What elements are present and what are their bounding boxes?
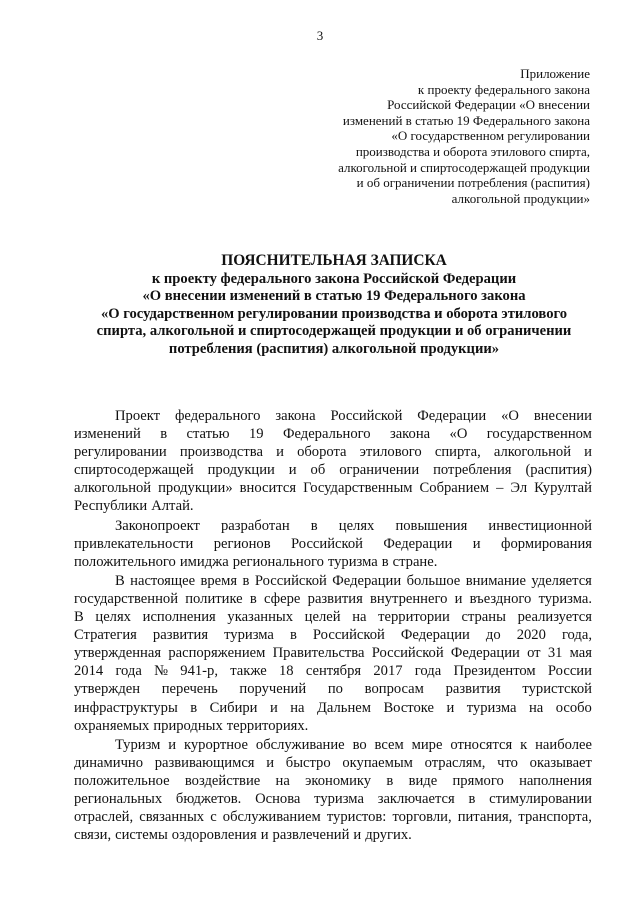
word: оказывает	[529, 754, 592, 771]
word: обслуживанием	[222, 809, 321, 826]
word: других.	[365, 827, 412, 844]
word: алкогольной	[74, 480, 152, 497]
word: прямого	[452, 772, 504, 789]
word: связи,	[74, 827, 112, 844]
word: регулировании	[74, 444, 167, 461]
paragraph-line	[74, 662, 592, 680]
word: Законопроект	[115, 517, 200, 534]
word: государственной	[74, 590, 179, 607]
word: В	[115, 572, 125, 589]
paragraph-line	[74, 553, 592, 571]
word: транспорта,	[518, 809, 592, 826]
word: алкогольной	[493, 444, 572, 461]
word: утвержден	[74, 681, 141, 698]
paragraph	[74, 572, 592, 735]
paragraph-line	[74, 736, 592, 754]
word: Востоке	[383, 699, 434, 716]
word: Российской	[291, 535, 363, 552]
word: и	[276, 444, 284, 461]
word: Курултай	[534, 480, 592, 497]
paragraph-line	[74, 535, 592, 553]
appendix-note	[290, 66, 590, 206]
word: сентября	[305, 663, 362, 680]
word: в	[310, 517, 318, 534]
paragraph-line	[74, 754, 592, 772]
appendix-line: алкогольной и спиртосодержащей продукции	[338, 159, 590, 175]
word: Стратегия	[74, 627, 137, 644]
appendix-line: Российской Федерации «О внесении	[387, 97, 590, 113]
word: производства	[179, 444, 263, 461]
word: виде	[408, 772, 438, 789]
title-line: «О государственном регулировании производства и оборота этилового	[100, 305, 568, 322]
word: туризма.	[538, 590, 592, 607]
appendix-line: изменений в статью 19 Федерального закона	[342, 112, 590, 128]
word: продукции	[207, 462, 275, 479]
paragraph-line	[74, 517, 592, 535]
word: Основа	[255, 790, 301, 807]
word: целях	[338, 517, 375, 534]
word: наиболее	[535, 736, 592, 753]
paragraph-line	[74, 790, 592, 808]
word: Федерации	[417, 408, 487, 424]
word: Собранием	[419, 480, 490, 497]
word: особо	[555, 699, 592, 716]
paragraph-line	[74, 826, 592, 844]
word: всем	[374, 736, 404, 753]
word: 31	[547, 645, 563, 662]
word: 2020	[516, 627, 546, 644]
word: года	[115, 663, 142, 680]
word: курортное	[183, 736, 249, 753]
word: и	[454, 590, 463, 607]
word: статью	[186, 426, 230, 443]
word: развлечений	[272, 827, 350, 844]
paragraph-line	[74, 608, 592, 626]
word: Российской	[371, 645, 444, 662]
paragraph-line	[74, 772, 592, 790]
word: туризма	[466, 699, 517, 716]
word: России	[547, 663, 592, 680]
word: Государственным	[303, 480, 413, 497]
word: туристов:	[326, 809, 387, 826]
word: на	[275, 772, 290, 789]
paragraph-line	[74, 497, 592, 515]
word: утвержденная	[74, 645, 162, 662]
paragraph-line	[74, 680, 592, 698]
word: 19	[248, 426, 264, 443]
paragraph	[74, 736, 592, 845]
word: регионального	[232, 553, 324, 570]
word: вносится	[239, 480, 297, 497]
title-line: «О внесении изменений в статью 19 Федерального закона	[142, 288, 526, 305]
word: большое	[406, 572, 461, 589]
word: привлекательности	[74, 535, 194, 552]
word: указанных	[227, 609, 294, 626]
word: и	[260, 827, 269, 844]
body-text	[74, 407, 592, 845]
appendix-line: «О государственном регулировании	[391, 128, 590, 144]
paragraph-line	[74, 407, 592, 425]
word: «О	[501, 408, 519, 424]
word: стране.	[392, 553, 438, 570]
word: формирования	[501, 535, 592, 552]
word: об	[310, 462, 326, 479]
word: в	[289, 627, 297, 644]
word: окупаемым	[342, 754, 413, 771]
word: Федерации	[450, 645, 520, 662]
word: политике	[185, 590, 243, 607]
word: в	[160, 426, 168, 443]
word: регионов	[213, 535, 271, 552]
document-title	[70, 252, 598, 359]
word: №	[154, 663, 169, 680]
word: Федерации	[332, 572, 402, 589]
appendix-line: производства и оборота этилового спирта,	[355, 143, 590, 159]
word: перечень	[161, 681, 218, 698]
appendix-line: к проекту федерального закона	[417, 81, 590, 97]
word: на	[528, 699, 544, 716]
word: внесении	[533, 408, 592, 424]
word: Президентом	[453, 663, 536, 680]
word: Федерации	[400, 627, 470, 644]
word: природных	[153, 717, 223, 734]
appendix-line: и об ограничении потребления (распития)	[356, 175, 590, 191]
word: имиджа	[179, 553, 229, 570]
word: государственном	[486, 426, 592, 443]
paragraph-line	[74, 590, 592, 608]
paragraph-line	[74, 461, 592, 479]
paragraph-line	[74, 644, 592, 662]
word: развития	[307, 590, 363, 607]
word: развивающимся	[154, 754, 255, 771]
word: положительного	[74, 553, 176, 570]
word: и	[269, 699, 278, 716]
word: быстро	[285, 754, 331, 771]
word: охраняемых	[74, 717, 150, 734]
word: мире	[411, 736, 443, 753]
word: закона	[275, 408, 316, 424]
word: повышения	[395, 517, 468, 534]
word: поручений	[239, 681, 307, 698]
word: до	[485, 627, 501, 644]
word: этилового	[359, 444, 422, 461]
word: 941-р,	[180, 663, 218, 680]
word: страны	[461, 609, 506, 626]
word: закона	[389, 426, 431, 443]
word: время	[200, 572, 238, 589]
word: 18	[278, 663, 294, 680]
word: туризма	[314, 790, 364, 807]
word: реализуется	[517, 609, 592, 626]
word: инвестиционной	[488, 517, 592, 534]
word: распоряжением	[168, 645, 266, 662]
word: развития	[445, 681, 501, 698]
word: и	[584, 444, 592, 461]
word: и	[446, 699, 455, 716]
word: связанных	[139, 809, 205, 826]
word: 2017	[373, 663, 403, 680]
word: динамично	[74, 754, 144, 771]
word: внутреннего	[370, 590, 448, 607]
appendix-line: Приложение	[520, 66, 590, 81]
word: территории	[378, 609, 450, 626]
title-heading: ПОЯСНИТЕЛЬНАЯ ЗАПИСКА	[221, 252, 447, 269]
word: также	[230, 663, 267, 680]
word: Проект	[115, 408, 161, 424]
word: во	[352, 736, 367, 753]
paragraph-line	[74, 717, 592, 735]
word: и	[353, 827, 362, 844]
word: Туризм	[115, 736, 161, 753]
word: и	[266, 754, 275, 771]
word: отраслей,	[74, 809, 134, 826]
word: федерального	[174, 408, 261, 424]
paragraph-line	[74, 626, 592, 644]
page-number: 3	[316, 28, 324, 43]
word: в	[468, 790, 476, 807]
paragraph-line	[74, 443, 592, 461]
title-line: спирта, алкогольной и спиртосодержащей продукции и об ограничении	[96, 323, 572, 340]
word: оздоровления	[171, 827, 257, 844]
word: и	[288, 462, 297, 479]
word: года	[414, 663, 442, 680]
paragraph-line	[74, 479, 592, 497]
word: развития	[152, 627, 209, 644]
word: ограничении	[339, 462, 420, 479]
word: въездного	[469, 590, 532, 607]
paragraph	[74, 517, 592, 571]
word: системы	[115, 827, 168, 844]
word: Эл	[510, 480, 528, 497]
word: В	[74, 609, 84, 626]
word: туризма	[327, 553, 378, 570]
word: Федерального	[282, 426, 371, 443]
word: вопросам	[364, 681, 424, 698]
word: и	[472, 535, 481, 552]
word: территориях.	[226, 717, 309, 734]
word: что	[497, 754, 518, 771]
word: Алтай.	[151, 498, 194, 515]
paragraph-line	[74, 572, 592, 590]
word: заключается	[377, 790, 455, 807]
word: Дальнем	[316, 699, 371, 716]
paragraph-line	[74, 425, 592, 443]
word: по	[327, 681, 343, 698]
word: наполнения	[519, 772, 592, 789]
word: Правительства	[272, 645, 365, 662]
word: обслуживание	[255, 736, 345, 753]
word: настоящее	[130, 572, 196, 589]
word: мая	[569, 645, 592, 662]
word: с	[210, 809, 217, 826]
word: от	[527, 645, 541, 662]
word: инфраструктуры	[74, 699, 178, 716]
word: Федерации	[383, 535, 453, 552]
word: продукции»	[158, 480, 233, 497]
word: изменений	[74, 426, 141, 443]
word: и	[168, 736, 177, 753]
word: Российской	[330, 408, 403, 424]
word: к	[520, 736, 528, 753]
word: в	[242, 572, 250, 589]
word: спирта,	[434, 444, 481, 461]
word: экономику	[305, 772, 372, 789]
word: 2014	[74, 663, 104, 680]
paragraph-line	[74, 699, 592, 717]
word: туризма	[224, 627, 274, 644]
paragraph-line	[74, 808, 592, 826]
word: питания,	[457, 809, 513, 826]
word: уделяется	[531, 572, 592, 589]
word: отраслям,	[424, 754, 486, 771]
word: в	[386, 772, 394, 789]
paragraph	[74, 407, 592, 516]
word: в	[190, 699, 198, 716]
appendix-line: алкогольной продукции»	[451, 190, 590, 206]
word: воздействие	[184, 772, 261, 789]
word: бюджетов.	[175, 790, 242, 807]
word: оборота	[297, 444, 347, 461]
word: в	[381, 553, 389, 570]
word: на	[290, 699, 305, 716]
word: целях	[95, 609, 131, 626]
word: сфере	[264, 590, 301, 607]
word: Республики	[74, 498, 148, 515]
word: –	[496, 480, 504, 497]
word: стимулировании	[489, 790, 592, 807]
title-line: потребления (распития) алкогольной продукции»	[168, 340, 500, 357]
word: региональных	[74, 790, 163, 807]
word: внимание	[465, 572, 526, 589]
word: потребления	[433, 462, 512, 479]
title-line: к проекту федерального закона Российской Федерации	[151, 270, 517, 287]
word: «О	[449, 426, 468, 443]
word: спиртосодержащей	[74, 462, 194, 479]
word: туристской	[522, 681, 592, 698]
word: Сибири	[209, 699, 258, 716]
word: относятся	[450, 736, 513, 753]
word: на	[352, 609, 367, 626]
word: разработан	[220, 517, 290, 534]
word: целей	[304, 609, 341, 626]
word: Российской	[254, 572, 327, 589]
word: торговли,	[392, 809, 452, 826]
word: (распития)	[525, 462, 592, 479]
word: в	[249, 590, 257, 607]
word: Российской	[312, 627, 385, 644]
word: исполнения	[142, 609, 216, 626]
word: года,	[561, 627, 592, 644]
word: положительное	[74, 772, 170, 789]
